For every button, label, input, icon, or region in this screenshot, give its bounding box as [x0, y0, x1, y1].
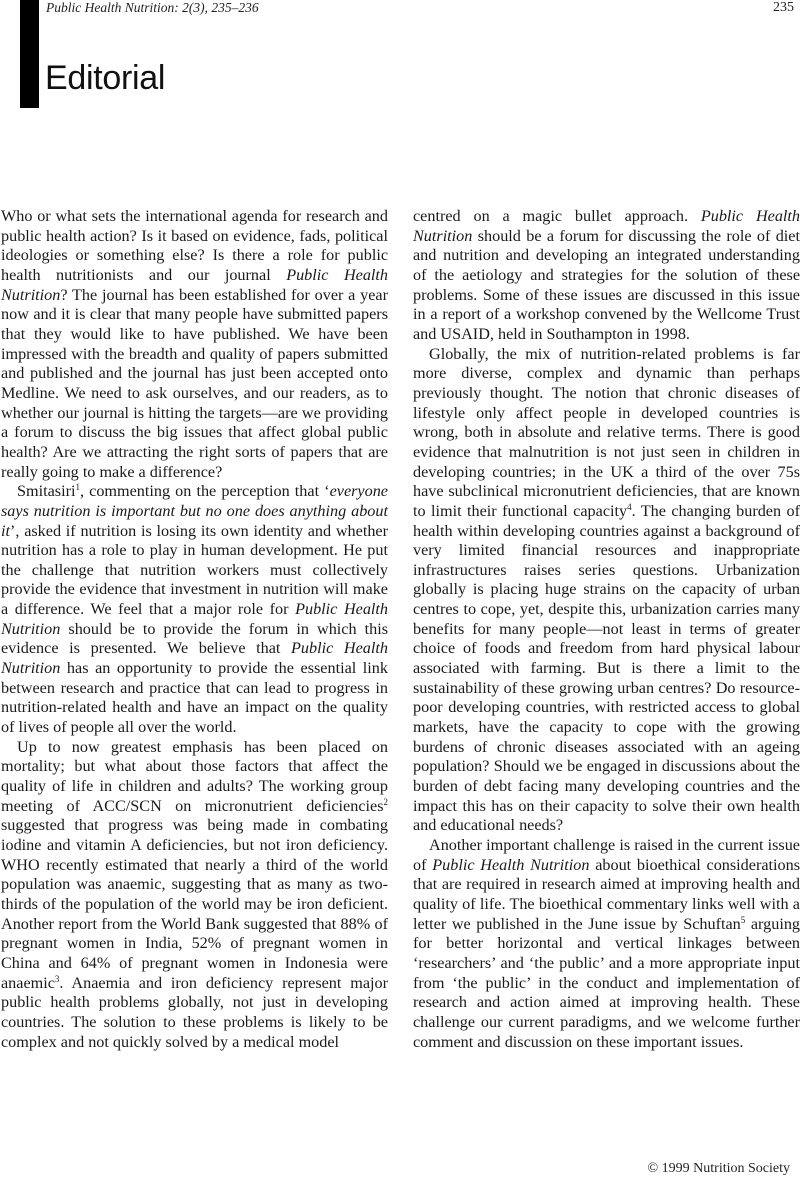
reference-marker: 5: [740, 914, 746, 925]
reference-marker: 4: [627, 501, 632, 512]
text: Another important challenge is raised in the current issue of: [413, 836, 800, 874]
text: has an opportunity to provide the essential link between research and practice that can lead to progress in nutrition-related health and have an impact on the quality of lives of people all over the world.: [1, 659, 388, 737]
text: ’, asked if nutrition is losing its own identity and whether nutrition has a role to play in human development. He put the challenge that nutrition workers must collectively provide the evidence that investment in nutrition will make a difference. We feel that a major role for: [1, 521, 388, 619]
text: centred on a magic bullet approach.: [413, 207, 701, 225]
journal-name: Public Health Nutrition: [432, 855, 590, 874]
journal-name: Public Health Nutrition: [1, 600, 388, 638]
text: about bioethical considerations that are required in research aimed at improving health and quality of life. The bioethical commentary links well with a letter we published in the June issue by Schuftan: [413, 855, 800, 933]
paragraph: [1, 482, 388, 738]
reference-marker: 1: [75, 482, 80, 493]
text: Smitasiri: [17, 482, 76, 501]
text: . Anaemia and iron deficiency represent major public health problems globally, not just in developing countries. The solution to these problems is likely to be complex and not quickly solved by a medical model: [1, 973, 388, 1051]
right-column: [413, 207, 800, 1052]
paragraph: [413, 345, 800, 836]
decorative-black-bar: [20, 0, 39, 108]
text: ? The journal has been established for over a year now and it is clear that many people have submitted papers that they would like to have published. We have been impressed with the breadth and quality of papers submitted and published and the journal has just been accepted onto Medline. We need to ask ourselves, and our readers, as to whether our journal is hitting the targets—are we providing a forum to discuss the big issues that affect global public health? Are we attracting the right sorts of papers that are really going to make a difference?: [1, 285, 388, 481]
text: Globally, the mix of nutrition-related problems is far more diverse, complex and dynamic than perhaps previously thought. The notion that chronic diseases of lifestyle only affect people in developed countries is wrong, both in absolute and relative terms. There is good evidence that malnutrition is not just seen in children in developing countries; in the UK a third of the over 75s have subclinical micronutrient deficiencies, that are known to limit their functional capacity: [413, 344, 800, 520]
text: Who or what sets the international agenda for research and public health action? Is it based on evidence, fads, political ideologies or something else? Is there a role for public health nutritionists and our journal: [1, 207, 388, 284]
left-column: [1, 207, 388, 1052]
journal-name: Public Health Nutrition: [1, 265, 389, 304]
article-title: Editorial: [45, 58, 166, 97]
text: . The changing burden of health within developing countries against a background of very limited financial resources and inappropriate infrastructures raises series questions. Urbanization globally is placing huge strains on the capacity of urban centres to cope, yet, despite this, urbanization carries many benefits for many people—not least in terms of greater choice of foods and freedom from hard physical labour associated with farming. But is there a limit to the sustainability of these growing urban centres? Do resource-poor developing countries, with restricted access to global markets, have the capacity to cope with the growing burdens of chronic diseases associated with an ageing population? Should we be engaged in discussions about the burden of debt facing many developing countries and the impact this has on their capacity to solve their own health and educational needs?: [413, 501, 800, 835]
quote: everyone says nutrition is important but no one does anything about it: [1, 482, 388, 540]
journal-name: Public Health Nutrition: [1, 639, 388, 678]
text: suggested that progress was being made in combating iodine and vitamin A deficiencies, but not iron deficiency. WHO recently estimated that nearly a third of the world population was anaemic, suggesting that as many as two-thirds of the population of the world may be iron deficient. Another report from the World Bank suggested that 88% of pregnant women in India, 52% of pregnant women in China and 64% of pregnant women in Indonesia were anaemic: [1, 816, 388, 992]
paragraph: [413, 836, 800, 1052]
text: should be to provide the forum in which this evidence is presented. We believe that: [1, 619, 388, 658]
running-head: Public Health Nutrition: 2(3), 235–236: [46, 0, 259, 15]
journal-name: Public Health Nutrition: [413, 207, 800, 245]
copyright-notice: © 1999 Nutrition Society: [647, 1161, 790, 1176]
page-number: 235: [773, 0, 794, 15]
text: arguing for better horizontal and vertical linkages between ‘researchers’ and ‘the public’ and a more appropriate input from ‘the public’ in the conduct and implementation of research and action aimed at improving health. These challenge our current paradigms, and we welcome further comment and discussion on these important issues.: [413, 914, 800, 1051]
paragraph: [413, 207, 800, 345]
text: , commenting on the perception that ‘: [79, 482, 330, 501]
text: should be a forum for discussing the role of diet and nutrition and developing an integrated understanding of the aetiology and strategies for the solution of these problems. Some of these issues are discussed in this issue in a report of a workshop convened by the Wellcome Trust and USAID, held in Southampton in 1998.: [413, 226, 800, 343]
paragraph: [1, 207, 388, 482]
reference-marker: 2: [383, 796, 388, 807]
text: Up to now greatest emphasis has been placed on mortality; but what about those factors that affect the quality of life in children and adults? The working group meeting of ACC/SCN on micronutrient deficiencies: [1, 737, 388, 815]
paragraph: [1, 738, 388, 1053]
reference-marker: 3: [54, 973, 60, 984]
